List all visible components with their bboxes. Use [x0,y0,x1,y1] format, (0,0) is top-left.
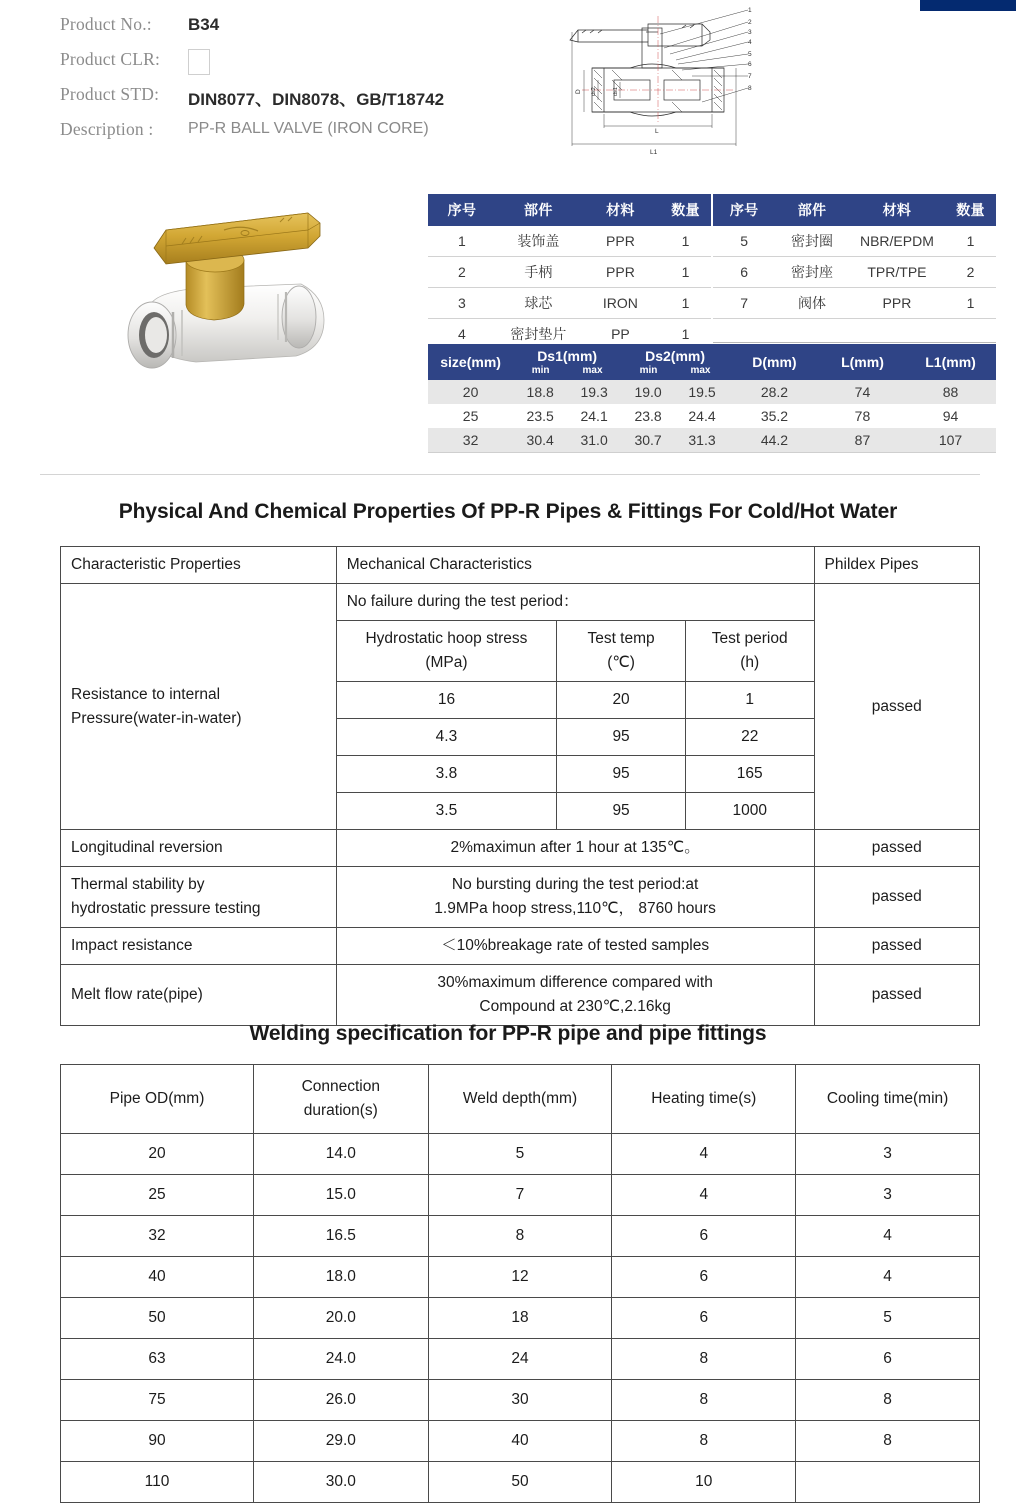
resistance-characteristic-cell [61,584,337,830]
cell: 95 [557,719,686,756]
resistance-name-line2: Pressure(water-in-water) [71,709,242,727]
cell: PPR [882,295,912,311]
parts-right-th-0: 序号 [713,194,775,226]
cell: 32 [61,1216,254,1257]
drawing-callout-1: 1 [748,7,752,14]
cell: 88 [942,384,959,400]
table-row [61,928,980,965]
drawing-dim-D: D [575,89,582,94]
cell: 35.2 [760,408,789,424]
cell: 1 [966,233,975,249]
resistance-result: passed [814,584,979,830]
cell: NBR/EPDM [859,233,934,249]
properties-table [60,546,980,1026]
table-row [713,288,996,319]
resistance-col-stress [336,621,557,682]
drawing-callout-2: 2 [748,19,752,26]
cell: 24.4 [688,408,716,424]
characteristic-l2: hydrostatic pressure testing [71,900,261,918]
dims-th-ds2-label: Ds2(mm) [645,348,705,364]
value-cell [336,965,814,1026]
drawing-callout-5: 5 [748,51,752,58]
parts-table-left [428,194,711,350]
dims-ds1-max: max [582,365,603,376]
cell: 5 [428,1134,612,1175]
cell: 24 [428,1339,612,1380]
weld-th-connection [253,1065,428,1134]
resistance-note: No failure during the test period： [336,584,814,621]
cell: 6 [612,1298,796,1339]
table-row [61,1257,980,1298]
parts-left-th-2: 材料 [581,194,660,226]
section-divider [40,474,980,475]
cell: 19.0 [634,384,662,400]
cell: 1 [966,295,975,311]
characteristic-cell [61,928,337,965]
cell: 95 [557,756,686,793]
cell: 107 [938,432,963,448]
cell: 7 [740,295,749,311]
cell: 18.0 [253,1257,428,1298]
dims-th-ds1 [513,344,621,380]
col-temp-l2: (℃) [607,654,635,672]
table-row [428,288,711,319]
cell: 32 [462,432,479,448]
props-th-characteristic: Characteristic Properties [61,547,337,584]
cell: PP [611,326,630,342]
drawing-callout-6: 6 [748,61,752,68]
cell: 8 [796,1421,980,1462]
cell: 密封垫片 [510,326,567,342]
characteristic-cell [61,830,337,867]
parts-left-th-0: 序号 [428,194,496,226]
parts-right-th-3: 数量 [945,194,996,226]
result-cell: passed [814,928,979,965]
product-header [0,0,560,154]
resistance-note-row [61,584,980,621]
cell: 22 [685,719,814,756]
table-row [61,1462,980,1503]
resistance-col-period [685,621,814,682]
cell: 30.4 [526,432,554,448]
cell: 1000 [685,793,814,830]
result-cell: passed [814,867,979,928]
cell: 31.0 [580,432,608,448]
cell: 3 [796,1175,980,1216]
dims-ds2-max: max [690,365,711,376]
header-row-product-no [60,14,560,41]
cell: 1 [681,233,690,249]
cell: 18 [428,1298,612,1339]
cell: 78 [854,408,871,424]
dims-ds1-min: min [531,365,550,376]
cell: 5 [740,233,749,249]
welding-table [60,1064,980,1503]
table-row [428,257,711,288]
dims-th-l: L(mm) [820,344,905,380]
cell: 球芯 [524,295,553,311]
cell: 6 [612,1257,796,1298]
cell: 16 [336,682,557,719]
cell: 1 [681,326,690,342]
cell: 50 [428,1462,612,1503]
cell: 4 [458,326,466,342]
table-row [61,830,980,867]
corner-accent-bar [920,0,1016,11]
value-l2: Compound at 230℃,2.16kg [479,998,671,1016]
cell: 8 [612,1339,796,1380]
weld-th-heating-time [612,1065,796,1134]
cell: 装饰盖 [517,233,560,249]
parts-right-th-1: 部件 [775,194,849,226]
cell: 74 [854,384,871,400]
cell: 6 [740,264,749,280]
cell: 25 [462,408,479,424]
weld-th-1-l2: duration(s) [303,1102,378,1120]
value-l1: 2%maximun after 1 hour at 135℃。 [450,839,700,857]
product-color-swatch [188,49,210,75]
table-row [428,226,711,257]
properties-section-title: Physical And Chemical Properties Of PP-R Pipes & Fittings For Cold/Hot Water [118,500,898,523]
cell: 4 [796,1216,980,1257]
cell: 75 [61,1380,254,1421]
cell: 阀体 [798,295,827,311]
characteristic-cell [61,965,337,1026]
cell: IRON [602,295,638,311]
welding-header-row [61,1065,980,1134]
cell: 40 [428,1421,612,1462]
cell: 63 [61,1339,254,1380]
value-description: PP-R BALL VALVE (IRON CORE) [188,120,429,137]
value-product-std: DIN8077、DIN8078、GB/T18742 [188,90,445,109]
cell: 4.3 [336,719,557,756]
weld-th-0-l1: Pipe OD(mm) [109,1090,205,1107]
cell: 8 [612,1421,796,1462]
cell: 87 [854,432,871,448]
value-l1: 30%maximum difference compared with [437,974,713,992]
characteristic-cell [61,867,337,928]
drawing-dim-L1: L1 [650,149,658,156]
cell: 1 [681,264,690,280]
cell: 90 [61,1421,254,1462]
parts-table-right [713,194,996,343]
cell: 3.5 [336,793,557,830]
resistance-col-temp [557,621,686,682]
weld-th-1-l1: Connection [301,1078,380,1095]
cell: 16.5 [253,1216,428,1257]
cell: PPR [606,233,635,249]
cell: TPR/TPE [867,264,927,280]
value-l1: ＜10%breakage rate of tested samples [441,937,710,955]
parts-left-th-3: 数量 [660,194,711,226]
value-l1: No bursting during the test period:at [451,876,699,894]
cell: 12 [428,1257,612,1298]
parts-left-th-1: 部件 [496,194,581,226]
table-row [428,404,996,428]
cell: 1 [681,295,690,311]
cell: 1 [685,682,814,719]
table-row [713,257,996,288]
dims-th-d: D(mm) [729,344,820,380]
cell: 密封圈 [791,233,834,249]
cell: 15.0 [253,1175,428,1216]
header-row-product-std [60,84,560,111]
props-th-mechanical: Mechanical Characteristics [336,547,814,584]
cell: PPR [606,264,635,280]
product-photo [96,200,406,410]
dims-th-size: size(mm) [428,344,513,380]
cell: 8 [428,1216,612,1257]
cell: 1 [458,233,466,249]
characteristic-l1: Thermal stability by [71,876,205,894]
cell: 密封座 [791,264,834,280]
col-period-l2: (h) [740,654,760,672]
label-product-no: Product No.: [60,14,152,34]
dims-ds2-min: min [639,365,658,376]
table-row [428,428,996,453]
properties-header-row [61,547,980,584]
cell: 23.5 [526,408,554,424]
header-row-product-clr [60,49,560,76]
cell: 3 [458,295,466,311]
cell: 4 [796,1257,980,1298]
table-row [61,965,980,1026]
characteristic-l1: Melt flow rate(pipe) [71,986,203,1004]
col-stress-l1: Hydrostatic hoop stress [365,630,528,648]
cell: 2 [966,264,975,280]
cell: 8 [612,1380,796,1421]
dimensions-table [428,344,996,453]
parts-right-header-row [713,194,996,226]
dims-th-ds1-label: Ds1(mm) [537,348,598,364]
cell: 25 [61,1175,254,1216]
col-stress-l2: (MPa) [425,654,468,672]
drawing-callout-4: 4 [748,39,752,46]
drawing-dim-L: L [655,128,659,135]
cell: 19.5 [688,384,716,400]
welding-section-title: Welding specification for PP-R pipe and pipe fittings [249,1022,767,1045]
cell: 31.3 [688,432,716,448]
table-row [428,380,996,404]
table-row [61,1421,980,1462]
table-row [61,1380,980,1421]
cell: 手柄 [524,264,553,280]
weld-th-4-l1: Cooling time(min) [826,1090,949,1107]
table-row [61,1216,980,1257]
weld-th-weld-depth [428,1065,612,1134]
cell: 20.0 [253,1298,428,1339]
cell: 50 [61,1298,254,1339]
cell: 6 [612,1216,796,1257]
cell: 19.3 [580,384,608,400]
parts-right-th-2: 材料 [849,194,945,226]
cell: 3 [796,1134,980,1175]
table-row [61,1175,980,1216]
cell: 5 [796,1298,980,1339]
props-th-result: Phildex Pipes [814,547,979,584]
cell: 3.8 [336,756,557,793]
result-cell: passed [814,965,979,1026]
drawing-dim-ds1: ds1 [613,87,619,96]
table-row [713,226,996,257]
cell: 44.2 [760,432,789,448]
cell: 4 [612,1175,796,1216]
cell: 14.0 [253,1134,428,1175]
result-cell: passed [814,830,979,867]
cell [796,1462,980,1503]
cell: 30.0 [253,1462,428,1503]
cell: 24.1 [580,408,608,424]
drawing-callout-3: 3 [748,29,752,36]
weld-th-3-l1: Heating time(s) [651,1090,757,1107]
cell: 29.0 [253,1421,428,1462]
cell: 94 [942,408,959,424]
cell: 30 [428,1380,612,1421]
dims-th-ds2 [621,344,729,380]
cell: 24.0 [253,1339,428,1380]
technical-drawing [552,2,764,160]
value-product-no: B34 [188,15,220,34]
cell: 28.2 [760,384,789,400]
cell: 20 [462,384,479,400]
drawing-dim-ds2: ds2 [591,87,597,96]
col-temp-l1: Test temp [587,630,655,648]
table-row [61,867,980,928]
cell: 6 [796,1339,980,1380]
drawing-callout-8: 8 [748,85,752,92]
weld-th-cooling-time [796,1065,980,1134]
resistance-name-line1: Resistance to internal [71,685,221,703]
value-cell [336,830,814,867]
cell: 165 [685,756,814,793]
header-row-description [60,119,560,146]
cell: 30.7 [634,432,662,448]
value-cell [336,867,814,928]
table-row [61,1339,980,1380]
cell: 8 [796,1380,980,1421]
cell: 7 [428,1175,612,1216]
table-row [61,1134,980,1175]
weld-th-pipe-od [61,1065,254,1134]
cell: 40 [61,1257,254,1298]
characteristic-l1: Impact resistance [71,937,193,955]
value-cell [336,928,814,965]
drawing-callout-7: 7 [748,73,752,80]
cell: 95 [557,793,686,830]
cell: 10 [612,1462,796,1503]
col-period-l1: Test period [711,630,788,648]
cell: 23.8 [634,408,662,424]
weld-th-2-l1: Weld depth(mm) [462,1090,578,1107]
cell: 4 [612,1134,796,1175]
cell: 18.8 [526,384,554,400]
characteristic-l1: Longitudinal reversion [71,839,223,857]
cell: 20 [557,682,686,719]
cell: 26.0 [253,1380,428,1421]
table-row [61,1298,980,1339]
cell: 2 [458,264,466,280]
cell: 110 [61,1462,254,1503]
value-l2: 1.9MPa hoop stress,110℃， 8760 hours [434,900,716,918]
label-description: Description : [60,119,154,139]
parts-left-header-row [428,194,711,226]
cell: 20 [61,1134,254,1175]
label-product-std: Product STD: [60,84,160,104]
dims-th-l1: L1(mm) [905,344,996,380]
label-product-clr: Product CLR: [60,49,161,69]
